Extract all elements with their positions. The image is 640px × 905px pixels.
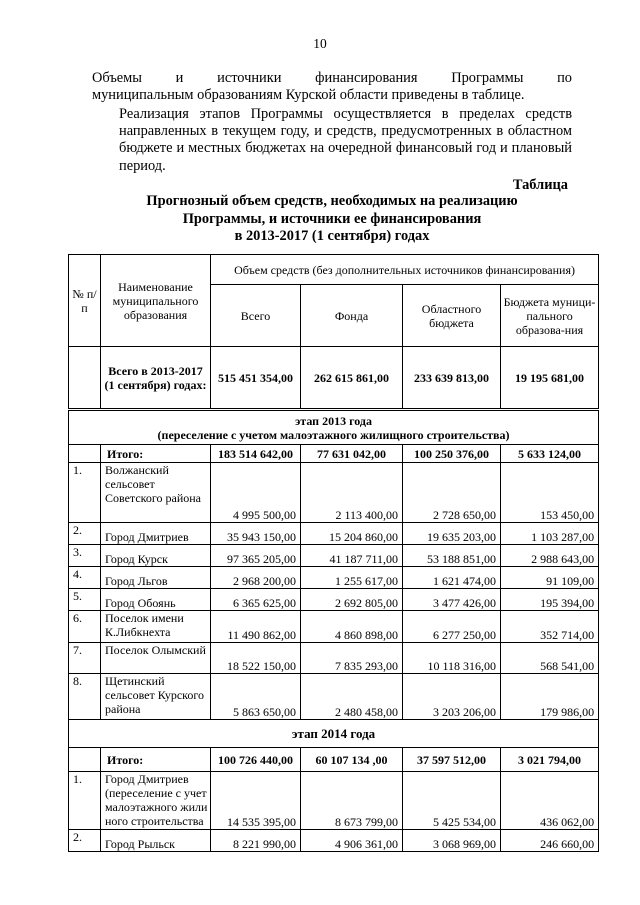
table-row xyxy=(69,611,599,643)
table-row xyxy=(69,643,599,674)
paragraph-line: направленных в текущем году, и средств, предусмотренных в областном xyxy=(119,123,572,140)
row-num: 1. xyxy=(69,772,101,830)
row-num: 7. xyxy=(69,643,101,674)
paragraph-line: бюджете и местных бюджетах на очередной финансовый год и плановый xyxy=(119,140,572,157)
table-row xyxy=(69,772,599,830)
total-num xyxy=(69,748,101,772)
row-num: 4. xyxy=(69,567,101,589)
row-value: 2 480 458,00 xyxy=(301,674,403,720)
row-num: 6. xyxy=(69,611,101,643)
header-total: Всего xyxy=(211,285,301,347)
row-name-line: (переселение с учет xyxy=(105,786,207,800)
table-row xyxy=(69,589,599,611)
table-row xyxy=(69,463,599,523)
header-name: Наименование муниципального образования xyxy=(101,255,211,347)
total-value: 5 633 124,00 xyxy=(501,445,599,463)
row-value: 246 660,00 xyxy=(501,830,599,852)
row-value: 11 490 862,00 xyxy=(211,611,301,643)
grand-total-value: 515 451 354,00 xyxy=(211,347,301,409)
row-value: 8 221 990,00 xyxy=(211,830,301,852)
row-value: 5 863 650,00 xyxy=(211,674,301,720)
total-value: 37 597 512,00 xyxy=(403,748,501,772)
row-name xyxy=(101,772,211,830)
row-value: 179 986,00 xyxy=(501,674,599,720)
paragraph-line: период. xyxy=(119,157,166,174)
paragraph-line: Объемы и источники финансирования Программы по xyxy=(92,70,572,86)
table-title-line: в 2013-2017 (1 сентября) годах xyxy=(234,228,430,244)
row-value: 18 522 150,00 xyxy=(211,643,301,674)
table-row xyxy=(69,830,599,852)
page-number: 10 xyxy=(313,36,327,51)
row-num: 8. xyxy=(69,674,101,720)
row-value: 436 062,00 xyxy=(501,772,599,830)
paragraph-line: Реализация этапов Программы осуществляется в пределах средств xyxy=(119,106,572,122)
row-value: 97 365 205,00 xyxy=(211,545,301,567)
row-num: 3. xyxy=(69,545,101,567)
row-value: 91 109,00 xyxy=(501,567,599,589)
table-row xyxy=(69,567,599,589)
table-title xyxy=(92,193,572,246)
total-value: 100 250 376,00 xyxy=(403,445,501,463)
stage-title-line: (переселение с учетом малоэтажного жилищного строительства) xyxy=(157,427,510,442)
row-value: 2 692 805,00 xyxy=(301,589,403,611)
row-name: Город Льгов xyxy=(101,567,211,589)
row-name-line: Город Дмитриев xyxy=(105,772,189,786)
table-row xyxy=(69,545,599,567)
total-label: Итого: xyxy=(101,445,211,463)
paragraph-line: муниципальным образованиям Курской области приведены в таблице. xyxy=(92,87,525,104)
row-name: Город Рыльск xyxy=(101,830,211,852)
row-value: 2 968 200,00 xyxy=(211,567,301,589)
row-name: Поселок Олымский xyxy=(101,643,211,674)
funding-summary-table xyxy=(68,254,599,409)
row-value: 14 535 395,00 xyxy=(211,772,301,830)
table-title-line: Прогнозный объем средств, необходимых на реализацию xyxy=(146,193,518,209)
header-regional: Областного бюджета xyxy=(403,285,501,347)
row-name: Город Обоянь xyxy=(101,589,211,611)
row-value: 10 118 316,00 xyxy=(403,643,501,674)
intro-paragraph xyxy=(92,70,572,104)
grand-total-num xyxy=(69,347,101,409)
implementation-paragraph xyxy=(92,106,572,175)
row-value: 8 673 799,00 xyxy=(301,772,403,830)
header-group: Объем средств (без дополнительных источников финансирования) xyxy=(211,255,599,285)
row-name-line: малоэтажного жили xyxy=(105,800,208,814)
total-row xyxy=(69,445,599,463)
row-value: 3 068 969,00 xyxy=(403,830,501,852)
row-value: 568 541,00 xyxy=(501,643,599,674)
row-value: 6 277 250,00 xyxy=(403,611,501,643)
total-value: 60 107 134 ,00 xyxy=(301,748,403,772)
row-value: 41 187 711,00 xyxy=(301,545,403,567)
table-title-line: Программы, и источники ее финансирования xyxy=(182,210,482,227)
row-value: 4 906 361,00 xyxy=(301,830,403,852)
grand-total-value: 19 195 681,00 xyxy=(501,347,599,409)
total-row xyxy=(69,748,599,772)
total-value: 100 726 440,00 xyxy=(211,748,301,772)
row-num: 2. xyxy=(69,830,101,852)
total-value: 77 631 042,00 xyxy=(301,445,403,463)
row-value: 5 425 534,00 xyxy=(403,772,501,830)
row-name: Город Дмитриев xyxy=(101,523,211,545)
table-label: Таблица xyxy=(512,177,568,193)
grand-total-label: Всего в 2013-2017 (1 сентября) годах: xyxy=(101,347,211,409)
row-value: 195 394,00 xyxy=(501,589,599,611)
row-value: 1 621 474,00 xyxy=(403,567,501,589)
row-num: 1. xyxy=(69,463,101,523)
stage-title-line: этап 2013 года xyxy=(295,413,372,428)
total-num xyxy=(69,445,101,463)
grand-total-value: 262 615 861,00 xyxy=(301,347,403,409)
row-value: 2 113 400,00 xyxy=(301,463,403,523)
row-value: 6 365 625,00 xyxy=(211,589,301,611)
row-value: 153 450,00 xyxy=(501,463,599,523)
header-num: № п/п xyxy=(69,255,101,347)
total-label: Итого: xyxy=(101,748,211,772)
row-value: 2 988 643,00 xyxy=(501,545,599,567)
row-name: Волжанский сельсовет Советского района xyxy=(101,463,211,523)
stage-2014-header: этап 2014 года xyxy=(69,720,599,748)
header-municipal: Бюджета муници-пального образова-ния xyxy=(501,285,599,347)
table-row xyxy=(69,674,599,720)
stage-2013-header xyxy=(69,411,599,445)
row-value: 4 860 898,00 xyxy=(301,611,403,643)
row-value: 1 103 287,00 xyxy=(501,523,599,545)
table-row xyxy=(69,523,599,545)
row-value: 7 835 293,00 xyxy=(301,643,403,674)
row-value: 3 477 426,00 xyxy=(403,589,501,611)
row-value: 1 255 617,00 xyxy=(301,567,403,589)
row-name-line: ного строительства xyxy=(105,814,204,828)
row-num: 2. xyxy=(69,523,101,545)
row-value: 3 203 206,00 xyxy=(403,674,501,720)
row-num: 5. xyxy=(69,589,101,611)
total-value: 183 514 642,00 xyxy=(211,445,301,463)
total-value: 3 021 794,00 xyxy=(501,748,599,772)
grand-total-value: 233 639 813,00 xyxy=(403,347,501,409)
row-name: Город Курск xyxy=(101,545,211,567)
row-name: Щетинский сельсовет Курского района xyxy=(101,674,211,720)
row-value: 2 728 650,00 xyxy=(403,463,501,523)
row-value: 19 635 203,00 xyxy=(403,523,501,545)
row-value: 15 204 860,00 xyxy=(301,523,403,545)
row-value: 352 714,00 xyxy=(501,611,599,643)
row-value: 53 188 851,00 xyxy=(403,545,501,567)
row-value: 4 995 500,00 xyxy=(211,463,301,523)
row-name: Поселок имени К.Либкнехта xyxy=(101,611,211,643)
header-fund: Фонда xyxy=(301,285,403,347)
funding-stages-table xyxy=(68,410,599,852)
row-value: 35 943 150,00 xyxy=(211,523,301,545)
